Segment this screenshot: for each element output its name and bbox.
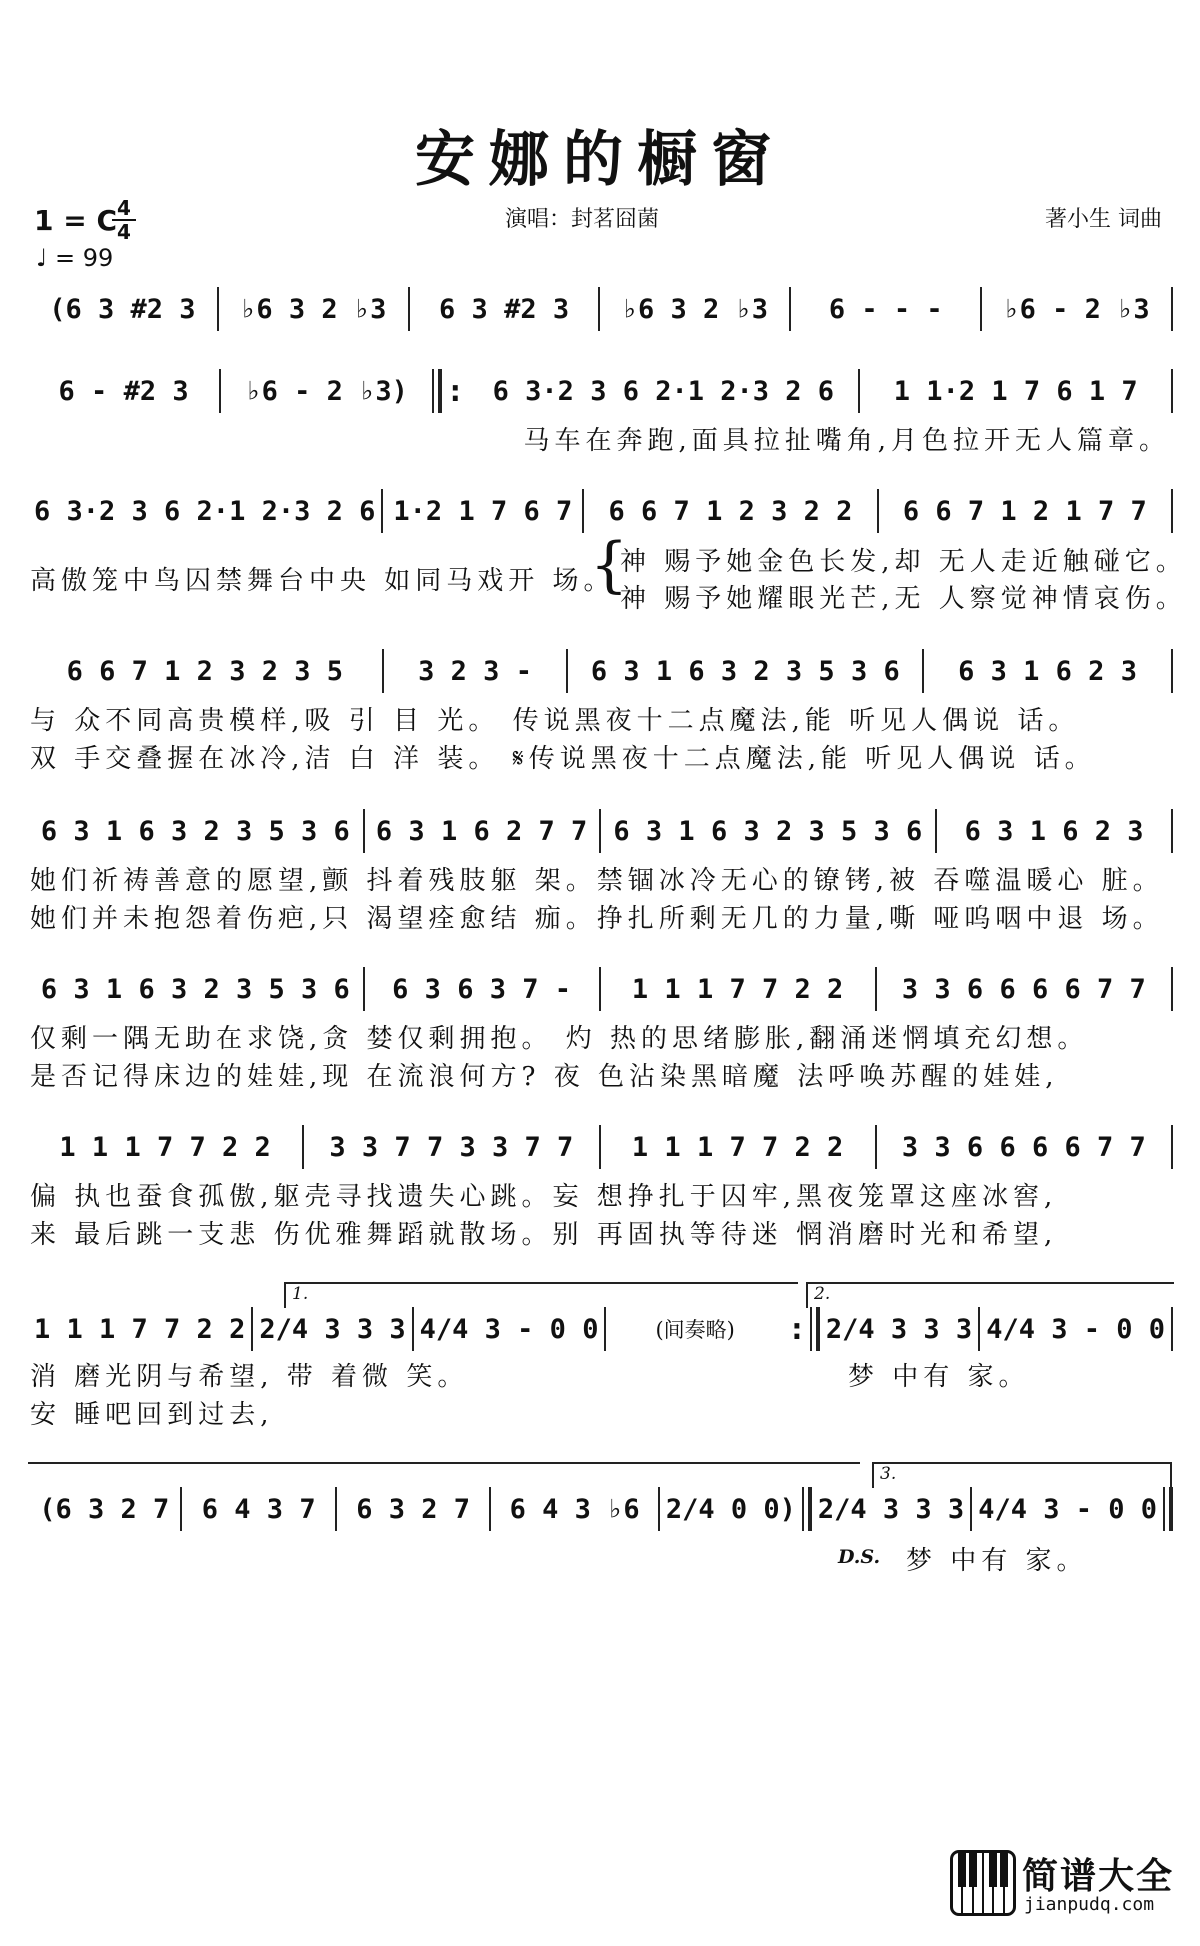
lyric-line: 是否记得床边的娃娃,现 在流浪何方? 夜 色沾染黑暗魔 法呼唤苏醒的娃娃,: [30, 1062, 1059, 1092]
measure: 2/4 3 3 3: [825, 1313, 973, 1345]
measure: 2/4 0 0): [665, 1493, 796, 1525]
lyric-line: 双 手交叠握在冰冷,洁 白 洋 装。 𝄋传说黑夜十二点魔法,能 听见人偶说 话。: [30, 744, 1096, 774]
staff-row-3: [28, 488, 1173, 534]
measure: 6 3 6 3 7 -: [392, 973, 571, 1005]
measure: 1 1 1 7 7 2 2: [631, 1131, 844, 1163]
time-signature: [112, 198, 136, 242]
repeat-start: :: [446, 373, 465, 409]
lyric-line: 与 众不同高贵模样,吸 引 目 光。 传说黑夜十二点魔法,能 听见人偶说 话。: [30, 706, 1080, 736]
measure: (6 3 2 7: [39, 1493, 170, 1525]
measure: 6 3·2 3 6 2·1 2·3 2 6: [34, 495, 376, 527]
staff-row-9: [28, 1486, 1173, 1532]
measure: 3 3 6 6 6 6 7 7: [901, 973, 1146, 1005]
singer: 演唱：封茗囧菌: [505, 207, 660, 232]
staff-row-1: [28, 286, 1173, 332]
staff-row-2: [28, 368, 1173, 414]
measure: 2/4 3 3 3: [259, 1313, 406, 1345]
measure: 6 3 1 6 3 2 3 5 3 6: [40, 815, 350, 847]
piano-icon: [950, 1850, 1016, 1916]
lyric-line: 梦 中有 家。: [848, 1362, 1030, 1392]
time-bottom: 4: [117, 220, 131, 244]
logo-url: jianpudq.com: [1024, 1894, 1155, 1915]
measure: ♭6 3 2 ♭3: [621, 293, 769, 325]
lyric-line: 安 睡吧回到过去,: [30, 1400, 274, 1430]
lyric-line: 消 磨光阴与希望, 带 着微 笑。: [30, 1362, 469, 1392]
measure: 6 3 1 6 2 7 7: [375, 815, 588, 847]
measure: 3 3 7 7 3 3 7 7: [329, 1131, 574, 1163]
measure: 6 3 1 6 2 3: [958, 655, 1137, 687]
repeat-end: :: [787, 1311, 806, 1347]
lyric-line: 马车在奔跑,面具拉扯嘴角,月色拉开无人篇章。: [523, 426, 1170, 456]
volta-bracket: [872, 1462, 1172, 1488]
lyric-line: 仅剩一隅无助在求饶,贪 婪仅剩拥抱。 灼 热的思绪膨胀,翻涌迷惘填充幻想。: [30, 1024, 1089, 1054]
measure: 6 6 7 1 2 1 7 7: [902, 495, 1147, 527]
measure: 6 - - -: [828, 293, 943, 325]
quarter-note-icon: ♩: [36, 244, 48, 272]
measure: ♭6 - 2 ♭3: [1003, 293, 1150, 325]
lyric-line: 她们祈祷善意的愿望,颤 抖着残肢躯 架。禁锢冰冷无心的镣铐,被 吞噬温暖心 脏。: [30, 866, 1164, 896]
site-logo: [950, 1848, 1180, 1920]
staff-row-8: [28, 1306, 1173, 1352]
measure: 3 2 3 -: [418, 655, 532, 687]
measure: 6 3 2 7: [356, 1493, 471, 1525]
lyric-line: 来 最后跳一支悲 伤优雅舞蹈就散场。别 再固执等待迷 惘消磨时光和希望,: [30, 1220, 1058, 1250]
staff-row-7: [28, 1124, 1173, 1170]
dal-segno-mark: D.S.: [838, 1546, 881, 1568]
measure: 6 3 #2 3: [439, 293, 570, 325]
lyric-line: 梦 中有 家。: [906, 1546, 1088, 1576]
volta-number: 1.: [292, 1284, 309, 1304]
staff-row-5: [28, 808, 1173, 854]
measure: 6 3 1 6 2 3: [964, 815, 1144, 847]
page-title: 安娜的橱窗: [415, 125, 785, 195]
volta-bracket: [284, 1282, 798, 1308]
measure: 6 6 7 1 2 3 2 2: [608, 495, 853, 527]
credit: 著小生 词曲: [1045, 207, 1162, 232]
measure: 1·2 1 7 6 7: [393, 495, 573, 527]
lyric-line: 高傲笼中鸟囚禁舞台中央 如同马戏开 场。: [30, 566, 615, 596]
brace: {: [590, 530, 629, 600]
measure: 1 1 1 7 7 2 2: [34, 1313, 246, 1345]
measure: 6 - #2 3: [58, 375, 189, 407]
lyric-line: 偏 执也蚕食孤傲,躯壳寻找遗失心跳。妄 想挣扎于囚牢,黑夜笼罩这座冰窖,: [30, 1182, 1058, 1212]
measure: 6 6 7 1 2 3 2 3 5: [66, 655, 343, 687]
measure: 2/4 3 3 3: [817, 1493, 965, 1525]
interlude-omitted: (间奏略): [655, 1318, 735, 1342]
measure: 6 4 3 7: [201, 1493, 316, 1525]
lyric-line: 神 赐予她金色长发,却 无人走近触碰它。: [620, 547, 1187, 577]
measure: 6 3 1 6 3 2 3 5 3 6: [40, 973, 350, 1005]
measure: 1 1 1 7 7 2 2: [59, 1131, 271, 1163]
measure: ♭6 3 2 ♭3: [240, 293, 387, 325]
lyric-line: 她们并未抱怨着伤疤,只 渴望痊愈结 痂。挣扎所剩无几的力量,嘶 哑呜咽中退 场。: [30, 904, 1164, 934]
measure: 3 3 6 6 6 6 7 7: [901, 1131, 1146, 1163]
key-signature: 1 = C: [34, 204, 117, 237]
measure: ♭6 - 2 ♭3): [245, 375, 408, 407]
logo-name: 简谱大全: [1022, 1856, 1175, 1897]
volta-number: 3.: [880, 1464, 897, 1484]
measure: 1 1 1 7 7 2 2: [631, 973, 844, 1005]
measure: 4/4 3 - 0 0: [978, 1493, 1158, 1525]
measure: 6 4 3 ♭6: [509, 1493, 640, 1525]
measure: 4/4 3 - 0 0: [986, 1313, 1165, 1345]
repeat-line: [28, 1462, 860, 1464]
time-top: 4: [117, 196, 131, 220]
measure: (6 3 #2 3: [49, 293, 196, 325]
measure: 1 1·2 1 7 6 1 7: [893, 375, 1138, 407]
tempo-value: = 99: [54, 244, 114, 272]
measure: 6 3 1 6 3 2 3 5 3 6: [590, 655, 900, 687]
measure: 6 3 1 6 3 2 3 5 3 6: [613, 815, 923, 847]
staff-row-4: [28, 648, 1173, 694]
measure: 6 3·2 3 6 2·1 2·3 2 6: [492, 375, 835, 407]
measure: 4/4 3 - 0 0: [419, 1313, 599, 1345]
tempo: [36, 244, 113, 272]
staff-row-6: [28, 966, 1173, 1012]
volta-bracket: [806, 1282, 1174, 1308]
lyric-line: 神 赐予她耀眼光芒,无 人察觉神情哀伤。: [620, 584, 1187, 614]
volta-number: 2.: [814, 1284, 831, 1304]
